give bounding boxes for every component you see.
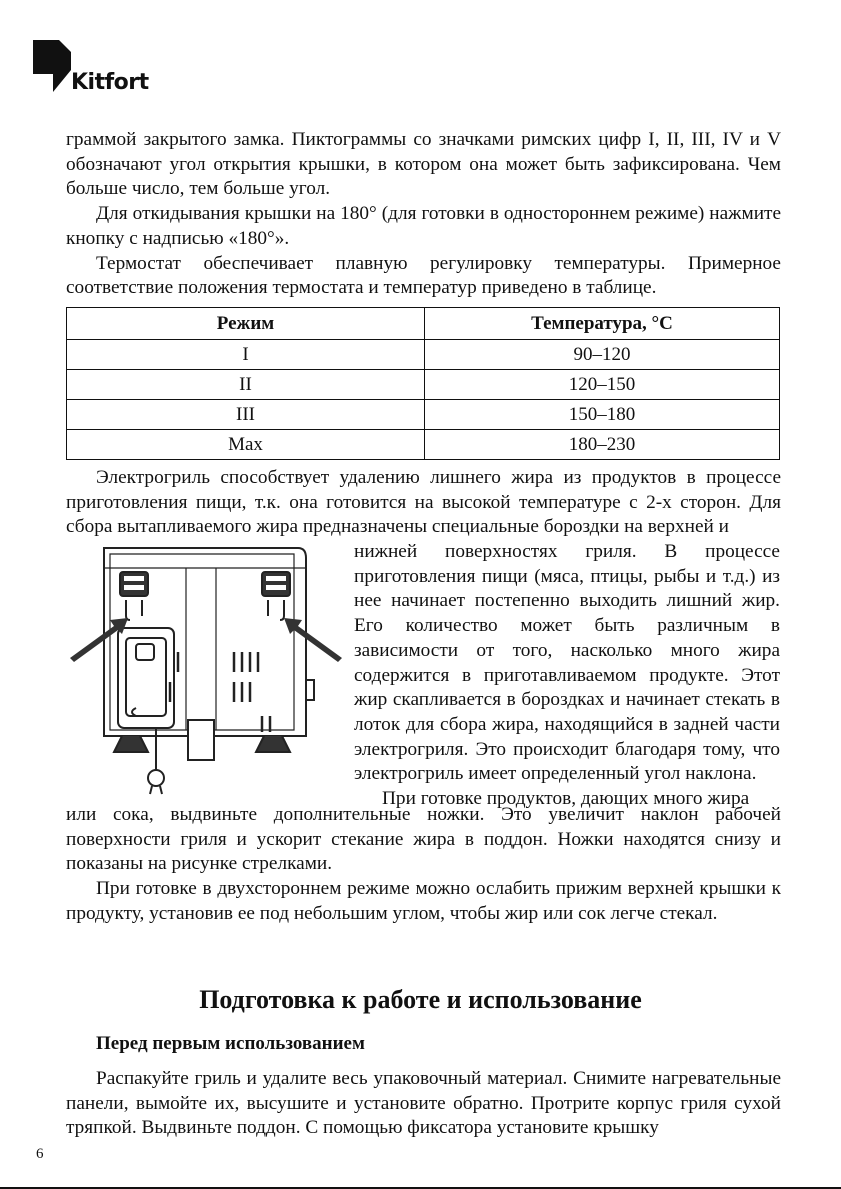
table-cell: 120–150 [425,370,780,400]
paragraph: или сока, выдвиньте дополнительные ножки. Это увеличит наклон рабочей поверхности гриля и ускорит стекание жира в поддон. Ножки находятся снизу и показаны на рисунке стрелками. [66,804,781,875]
table-row [67,430,780,460]
grill-underside-illustration [66,540,348,798]
table-cell: 90–120 [425,340,780,370]
paragraph: Электрогриль способствует удалению лишнего жира из продуктов в процессе приготовления пищи, т.к. она готовится на высокой температуре с 2-х сторон. Для сбора вытапливаемого жира предназначены специальные бороздки на верхней и [66,467,781,538]
section-title: Подготовка к работе и использование [199,985,642,1014]
table-header-row [67,308,780,340]
paragraph: Для откидывания крышки на 180° (для готовки в одностороннем режиме) нажмите кнопку с надписью «180°». [66,203,781,249]
paragraph: Распакуйте гриль и удалите весь упаковочный материал. Снимите нагревательные панели, вымойте их, высушите и установите обратно. Протрите корпус гриля сухой тряпкой. Выдвиньте поддон. С помощью фиксатора установите крышку [66,1068,781,1139]
text-block-grease [66,466,781,540]
table-row [67,400,780,430]
table-row [67,340,780,370]
table-cell: I [67,340,425,370]
paragraph: Термостат обеспечивает плавную регулировку температуры. Примерное соответствие положения термостата и температур приведено в таблице. [66,252,781,299]
thermostat-table [66,307,780,460]
table-cell: II [67,370,425,400]
section-subtitle: Перед первым использованием [96,1033,365,1054]
table-header: Температура, °C [425,308,780,340]
table-row [67,370,780,400]
paragraph: При готовке продуктов, дающих много жира [382,788,750,810]
table-cell: 150–180 [425,400,780,430]
text-block-section [66,1067,781,1141]
paragraph: граммой закрытого замка. Пиктограммы со значками римских цифр I, II, III, IV и V обозначают угол открытия крышки, в котором она может быть зафиксирована. Чем больше число, тем больше угол. [66,129,781,200]
kitfort-logo [33,40,149,96]
table-cell: III [67,400,425,430]
brand-name: Kitfort [71,70,149,95]
table-header: Режим [67,308,425,340]
arrow-icon [284,618,342,662]
table-cell: 180–230 [425,430,780,460]
figure-side-text [354,540,780,812]
kitfort-logo-icon [33,40,71,92]
text-block-top [66,128,781,301]
paragraph: нижней поверхностях гриля. В процессе приготовления пищи (мяса, птицы, рыбы и т.д.) из нее начинает постепенно выходить лишний жир. Его количество может быть различным в зависимости от того, насколько много жира содержится в приготавливаемом продукте. Этот жир скапливается в бороздках и начинает стекать в лоток для сбора жира, находящийся в задней части электрогриля. Это происходит благодаря тому, что электрогриль имеет определенный угол наклона. [354,541,780,785]
table-cell: Max [67,430,425,460]
paragraph: При готовке в двухстороннем режиме можно ослабить прижим верхней крышки к продукту, установив ее под небольшим углом, чтобы жир или сок легче стекал. [66,878,781,924]
arrow-icon [70,618,128,662]
text-block-feet [66,803,781,927]
page-number: 6 [36,1146,44,1162]
